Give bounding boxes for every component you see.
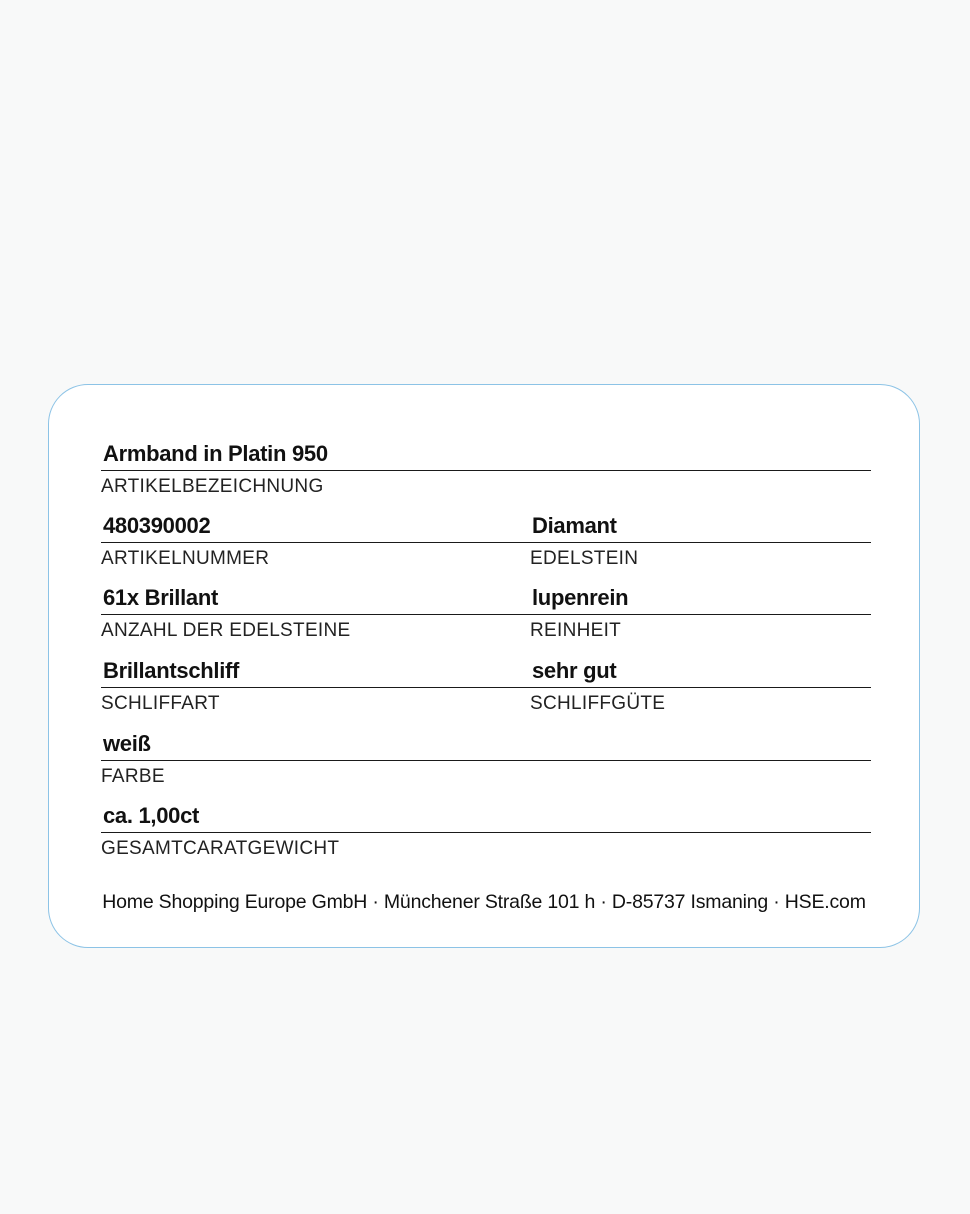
divider-line: [101, 760, 871, 761]
field-gemstone-count: [101, 582, 532, 654]
cut-quality-value: sehr gut: [532, 658, 617, 683]
color-value: weiß: [103, 731, 151, 756]
clarity-label: REINHEIT: [530, 620, 622, 641]
article-name-value: Armband in Platin 950: [103, 441, 328, 466]
gemstone-label: EDELSTEIN: [530, 548, 639, 569]
gemstone-count-value: 61x Brillant: [103, 585, 219, 610]
cut-type-label: SCHLIFFART: [101, 693, 220, 714]
article-number-value: 480390002: [103, 513, 211, 538]
divider-line: [530, 687, 871, 688]
divider-line: [530, 614, 871, 615]
total-carat-value: ca. 1,00ct: [103, 803, 200, 828]
divider-line: [101, 470, 871, 471]
field-article-number: [101, 510, 532, 582]
divider-line: [530, 542, 871, 543]
divider-line: [101, 687, 532, 688]
product-certificate-card: [48, 384, 920, 948]
divider-line: [101, 614, 532, 615]
gemstone-value: Diamant: [532, 513, 617, 538]
field-cut-type: [101, 655, 532, 727]
article-number-label: ARTIKELNUMMER: [101, 548, 270, 569]
field-cut-quality: [530, 655, 871, 727]
field-clarity: [530, 582, 871, 654]
color-label: FARBE: [101, 766, 165, 787]
field-article-name: [101, 438, 871, 510]
field-color: [101, 728, 871, 800]
field-gemstone: [530, 510, 871, 582]
divider-line: [101, 832, 871, 833]
gemstone-count-label: ANZAHL DER EDELSTEINE: [101, 620, 351, 641]
divider-line: [101, 542, 532, 543]
company-footer: Home Shopping Europe GmbH · Münchener Straße 101 h · D-85737 Ismaning · HSE.com: [102, 891, 866, 913]
field-total-carat: [101, 800, 871, 872]
clarity-value: lupenrein: [532, 585, 629, 610]
cut-quality-label: SCHLIFFGÜTE: [530, 693, 666, 714]
total-carat-label: GESAMTCARATGEWICHT: [101, 838, 340, 859]
article-name-label: ARTIKELBEZEICHNUNG: [101, 476, 324, 497]
cut-type-value: Brillantschliff: [103, 658, 240, 683]
